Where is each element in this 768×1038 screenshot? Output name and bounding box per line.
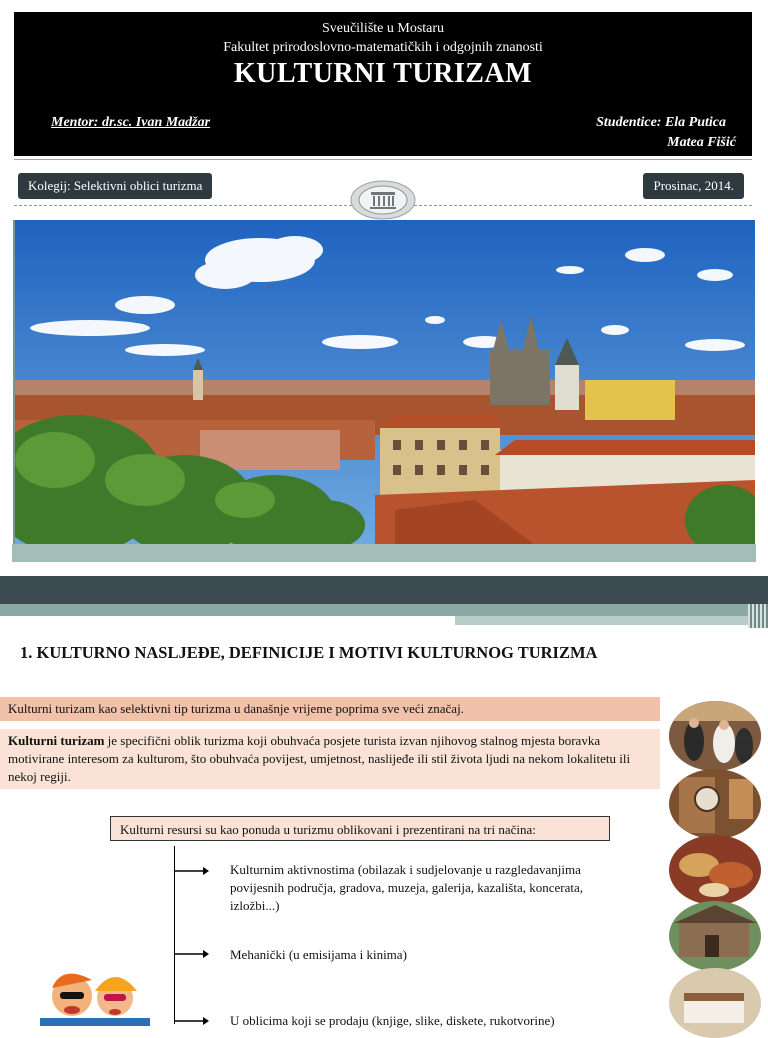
footer-band — [12, 544, 756, 562]
branch-item: Mehanički (u emisijama i kinima) — [230, 947, 407, 962]
divider — [14, 159, 752, 160]
university-seal-icon — [349, 180, 417, 220]
students-line-2: Matea Fišić — [667, 135, 736, 150]
branch-item: Kulturnim aktivnostima (obilazak i sudjelovanje u razgledavanjima povijesnih područja, gradova, muzeja, galerija, kazališta, koncerata, izložbi...) — [230, 862, 584, 913]
intro-text: Kulturni turizam kao selektivni tip turizma u današnje vrijeme poprima sve veći značaj. — [0, 697, 660, 721]
faculty-name: Fakultet prirodoslovno-matematičkih i odgojnih znanosti — [223, 40, 543, 55]
students-line: Studentice: Ela Putica — [596, 115, 726, 130]
wooden-house-image — [669, 769, 761, 839]
cartoon-couple-image — [30, 966, 160, 1026]
arrow-right-icon — [175, 866, 209, 876]
university-name: Sveučilište u Mostaru — [321, 21, 445, 36]
branch-item: U oblicima koji se prodaju (knjige, slike, diskete, rukotvorine) — [230, 1013, 555, 1028]
stone-cottage-image — [669, 901, 761, 971]
mentor-line: Mentor: dr.sc. Ivan Madžar — [51, 115, 211, 130]
section-heading: 1. KULTURNO NASLJEĐE, DEFINICIJE I MOTIVI KULTURNOG TURIZMA — [20, 643, 598, 662]
stripe-decoration — [748, 604, 768, 628]
top-bar — [0, 576, 768, 604]
arrow-right-icon — [175, 949, 209, 959]
definition-text — [0, 729, 660, 789]
presentation-title: KULTURNI TURIZAM — [233, 58, 533, 89]
definition-term: Kulturni turizam — [8, 733, 105, 748]
city-panorama-image — [13, 220, 755, 545]
date-badge: Prosinac, 2014. — [643, 173, 744, 199]
accent-bar-light — [455, 616, 768, 625]
definition-body: je specifični oblik turizma koji obuhvaća posjete turista izvan njihovog stalnog mjesta boravka motivirane interesom za kulturom, što obuhvaća povijest, umjetnost, naslijeđe ili stil života ljudi na nekom lokalitetu ili nekoj regiji. — [8, 733, 631, 784]
musicians-image — [669, 701, 761, 771]
course-badge: Kolegij: Selektivni oblici turizma — [18, 173, 212, 199]
header-band — [14, 12, 752, 156]
arrow-right-icon — [175, 1016, 209, 1026]
traditional-food-image — [669, 835, 761, 905]
content-slide — [0, 576, 768, 1028]
accent-bar — [0, 604, 768, 616]
resources-box: Kulturni resursi su kao ponuda u turizmu oblikovani i prezentirani na tri načina: — [110, 816, 610, 841]
interior-room-image — [669, 968, 761, 1038]
